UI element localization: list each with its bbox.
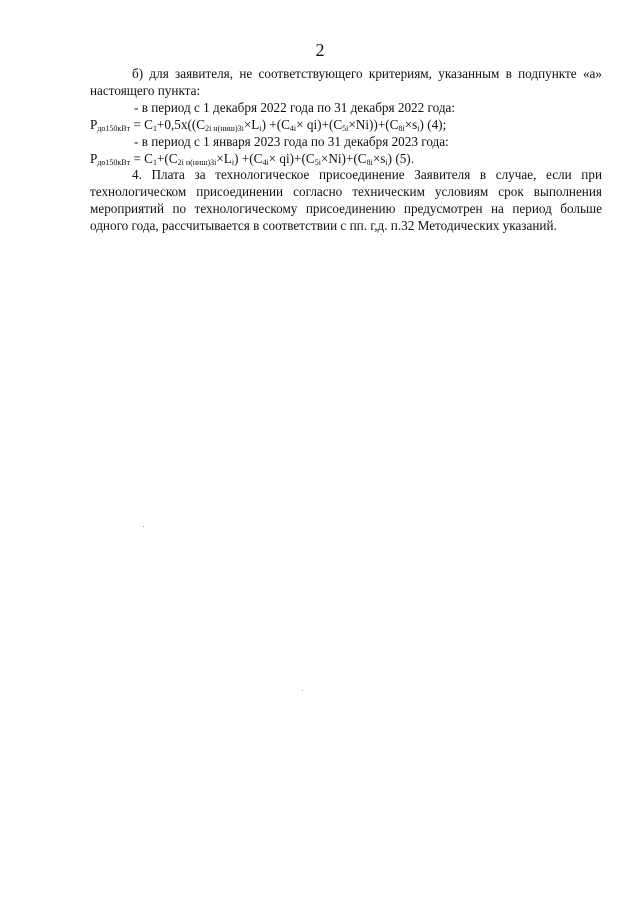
- scan-speck: [381, 234, 382, 235]
- paragraph-b-line1: б) для заявителя, не соответствующего критериям, указанным в подпункте «а»: [132, 66, 602, 81]
- scan-speck: [302, 690, 303, 691]
- page-number: 2: [315, 40, 325, 60]
- formula-5: $P_{до150кВт} = C_1+(C_{2i н(ниш)3i}\times L_i) +(C_{4i}\times qi)+(C_{5i}\times Ni)+(C_{8i}\times s_i)$ (5).: [90, 150, 414, 167]
- period-2023-line: - в период с 1 января 2023 года по 31 декабря 2023 года:: [134, 133, 449, 149]
- formula-4: $P_{до150кВт} = C_1+0,5х((C_{2i н(ниш)3i}\times L_i) +(C_{4i}\times qi)+(C_{5i}\times Ni))+(C_{8i}\times s_i)$ (4);: [90, 116, 447, 133]
- period-2022-line: - в период с 1 декабря 2022 года по 31 декабря 2022 года:: [134, 99, 456, 115]
- document-body: [90, 66, 602, 235]
- scan-speck: [143, 526, 144, 527]
- paragraph-item-4: 4. Плата за технологическое присоединение Заявителя в случае, если при технологическом присоединении согласно техническим условиям срок выполнения мероприятий по технологическому присоединению предусмотрен на период больше одного года, рассчитывается в соответствии с пп. г,д. п.32 Методических указаний.: [90, 167, 602, 234]
- paragraph-b-line2: настоящего пункта:: [90, 82, 201, 98]
